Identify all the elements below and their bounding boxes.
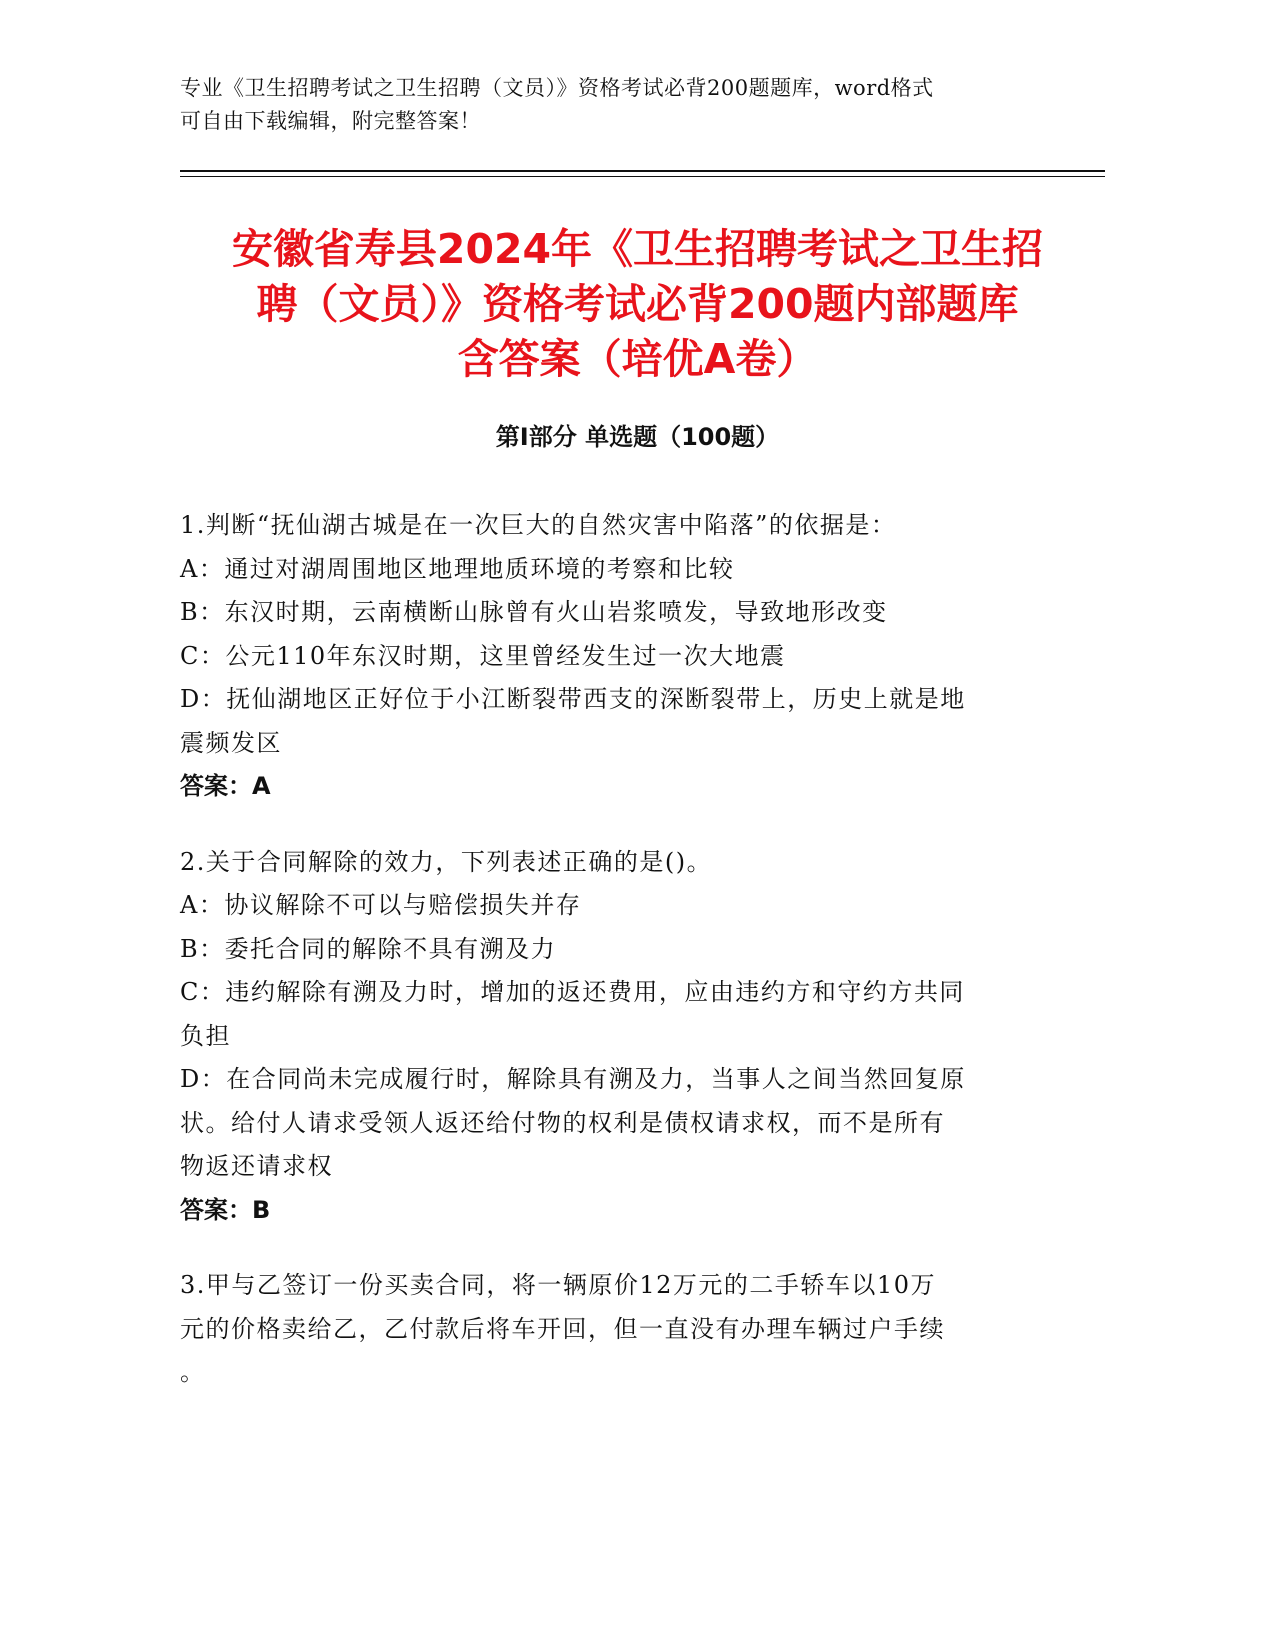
header-note-line-1: 专业《卫生招聘考试之卫生招聘（文员）》资格考试必背200题题库，word格式 (180, 76, 934, 100)
question-1-option-c: C：公元110年东汉时期，这里曾经发生过一次大地震 (180, 641, 786, 670)
question-2-option-a: A：协议解除不可以与赔偿损失并存 (180, 891, 582, 919)
header-divider-thin (180, 176, 1105, 177)
question-2-option-c: C：违约解除有溯及力时，增加的返还费用，应由违约方和守约方共同 (180, 978, 965, 1006)
question-3-stem-1: 3.甲与乙签订一份买卖合同，将一辆原价12万元的二手轿车以10万 (180, 1271, 936, 1299)
header-divider-thick (180, 170, 1105, 172)
header-note (180, 72, 1060, 138)
header-note-line-2: 可自由下载编辑，附完整答案！ (180, 109, 481, 133)
document-title (150, 222, 1125, 387)
document-title-line-1: 安徽省寿县2024年《卫生招聘考试之卫生招 (231, 225, 1044, 273)
question-2-option-b: B：委托合同的解除不具有溯及力 (180, 934, 557, 963)
question-2-option-d: D：在合同尚未完成履行时，解除具有溯及力，当事人之间当然回复原 (180, 1065, 966, 1093)
question-3 (180, 1264, 1040, 1395)
question-1-option-a: A：通过对湖周围地区地理地质环境的考察和比较 (180, 554, 735, 583)
question-3-stem-3: 。 (180, 1358, 206, 1386)
question-1-answer: 答案：A (180, 772, 271, 800)
question-2-option-d-cont-1: 状。给付人请求受领人返还给付物的权利是债权请求权，而不是所有 (180, 1108, 945, 1137)
question-1-option-d-cont: 震频发区 (180, 728, 282, 757)
question-2 (180, 841, 1040, 1233)
question-1-stem: 1.判断“抚仙湖古城是在一次巨大的自然灾害中陷落”的依据是： (180, 511, 897, 539)
question-2-answer: 答案：B (180, 1195, 271, 1224)
question-2-option-d-cont-2: 物返还请求权 (180, 1152, 333, 1180)
question-list (180, 504, 1040, 1427)
section-title: 第Ⅰ部分 单选题（100题） (495, 423, 780, 451)
question-2-option-c-cont: 负担 (180, 1021, 231, 1050)
document-title-line-3: 含答案（培优A卷） (457, 335, 818, 383)
question-3-stem-2: 元的价格卖给乙，乙付款后将车开回，但一直没有办理车辆过户手续 (180, 1314, 945, 1343)
question-1-option-b: B：东汉时期，云南横断山脉曾有火山岩浆喷发，导致地形改变 (180, 598, 888, 626)
question-1 (180, 504, 1040, 809)
question-2-stem: 2.关于合同解除的效力，下列表述正确的是()。 (180, 847, 713, 876)
question-1-option-d: D：抚仙湖地区正好位于小江断裂带西支的深断裂带上，历史上就是地 (180, 685, 966, 713)
document-title-line-2: 聘（文员）》资格考试必背200题内部题库 (256, 280, 1019, 328)
